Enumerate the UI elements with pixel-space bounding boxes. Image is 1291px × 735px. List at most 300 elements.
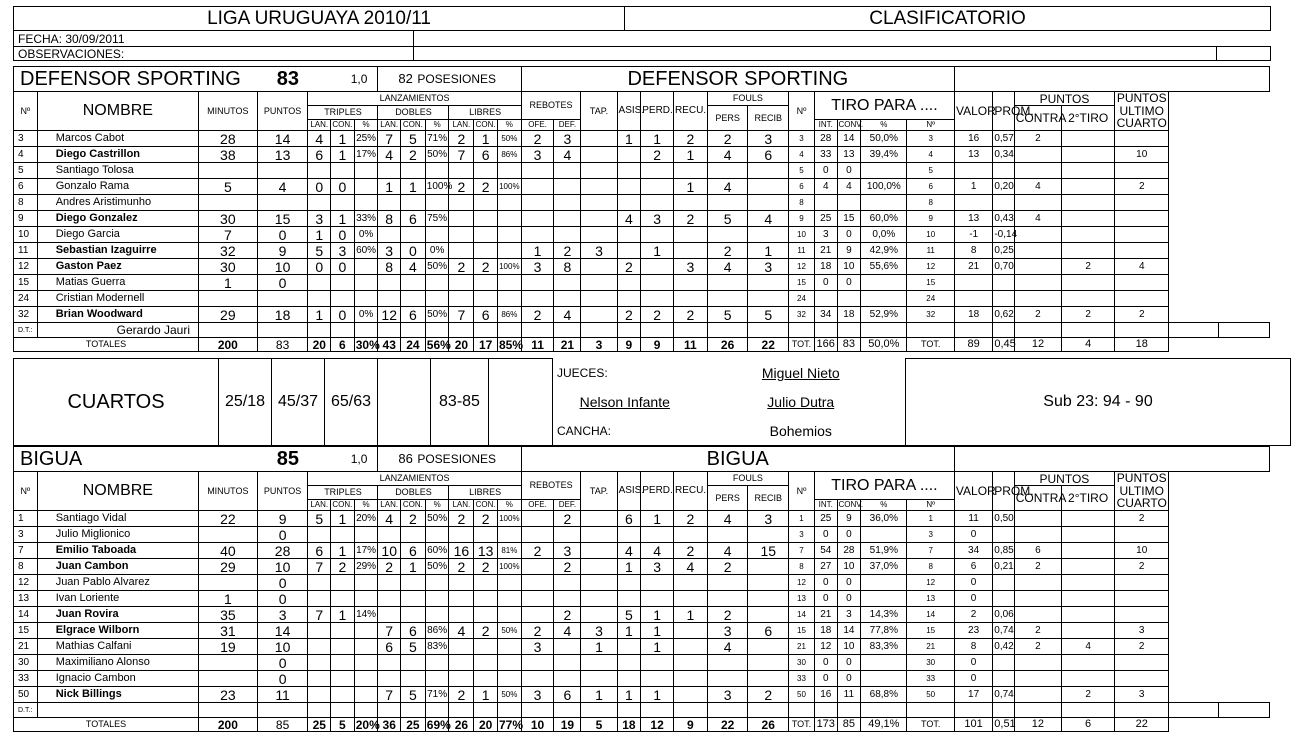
name-cell: Andres Aristimunho bbox=[37, 195, 198, 211]
recu-cell: 4 bbox=[673, 559, 707, 575]
l-pct-cell: 100% bbox=[497, 559, 521, 575]
ofe-cell: OFE. bbox=[521, 500, 554, 511]
ofe-cell bbox=[521, 671, 554, 687]
con-cell: CON. bbox=[475, 500, 496, 509]
prom-cell: PROM. bbox=[993, 92, 1014, 131]
tpct-cell: 100,0% bbox=[861, 179, 907, 195]
tiro-para-cell: TIRO PARA .... bbox=[814, 92, 954, 120]
t-con-cell: 2 bbox=[331, 559, 355, 575]
totales-cell: TOTALES bbox=[14, 718, 199, 732]
d-pct-cell: 71% bbox=[425, 687, 449, 703]
min-cell: 30 bbox=[199, 259, 258, 275]
int-cell: 0 bbox=[814, 527, 837, 543]
segtiro-cell bbox=[1062, 163, 1115, 179]
no-cell: 15 bbox=[14, 623, 38, 639]
recib-cell: 4 bbox=[748, 211, 789, 227]
l-pct-cell: 85% bbox=[498, 337, 524, 352]
d-lan-cell bbox=[378, 291, 401, 307]
no3-cell: 21 bbox=[907, 639, 954, 655]
ofe-cell: 2 bbox=[521, 307, 554, 323]
coach-cell bbox=[37, 703, 198, 718]
rebotes-cell: REBOTES bbox=[521, 92, 581, 120]
valor-cell: 6 bbox=[954, 559, 992, 575]
ofe-cell: 10 bbox=[521, 718, 554, 732]
int-cell: 33 bbox=[814, 147, 837, 163]
cuartos-label-cell: CUARTOS bbox=[14, 359, 219, 446]
t-lan-cell: 5 bbox=[308, 511, 331, 527]
recib-cell: 2 bbox=[748, 687, 789, 703]
int-cell: 28 bbox=[814, 131, 837, 147]
l-con-cell bbox=[474, 639, 498, 655]
tpct-cell: 39,4% bbox=[861, 147, 907, 163]
pers-cell bbox=[707, 291, 748, 307]
player-row bbox=[14, 243, 1270, 259]
rebotes-cell: REBOTES bbox=[521, 472, 581, 500]
d-lan-cell bbox=[378, 575, 401, 591]
d-lan-cell: 12 bbox=[378, 307, 401, 323]
def-cell: 2 bbox=[554, 559, 581, 575]
segtiro-cell bbox=[1062, 671, 1115, 687]
l-con-cell: 6 bbox=[474, 307, 498, 323]
d-con-cell bbox=[400, 163, 425, 179]
t-lan-cell: 4 bbox=[308, 131, 331, 147]
def-cell bbox=[554, 163, 581, 179]
totals-row bbox=[14, 718, 1270, 732]
4-cell: 83-85 bbox=[431, 359, 489, 446]
perd-cell: 3 bbox=[641, 559, 674, 575]
no3-cell: 15 bbox=[907, 623, 954, 639]
no-cell: 4 bbox=[14, 147, 38, 163]
pers-cell: 2 bbox=[707, 131, 748, 147]
conv-cell: CONV. bbox=[838, 500, 864, 509]
no2-cell: 4 bbox=[789, 147, 815, 163]
name-cell: BIGUA bbox=[521, 447, 954, 472]
tpct-cell: 36,0% bbox=[861, 511, 907, 527]
d-lan-cell bbox=[378, 163, 401, 179]
lan-cell: LAN. bbox=[449, 500, 474, 511]
no2-cell: 10 bbox=[789, 227, 815, 243]
totales-cell: TOTALES bbox=[14, 338, 199, 352]
no-cell: 13 bbox=[14, 591, 38, 607]
d-con-cell: 6 bbox=[400, 543, 425, 559]
int-cell: 0 bbox=[814, 275, 837, 291]
contra-cell bbox=[1014, 527, 1061, 543]
contra-cell bbox=[1014, 259, 1061, 275]
tap-cell: 1 bbox=[581, 639, 617, 655]
l-pct-cell: 50% bbox=[497, 623, 521, 639]
t-lan-cell: 3 bbox=[308, 211, 331, 227]
asis-cell: 9 bbox=[617, 338, 641, 352]
contra-cell bbox=[1014, 195, 1061, 211]
d-lan-cell bbox=[378, 655, 401, 671]
minutos-cell: MINUTOS bbox=[199, 472, 258, 511]
tap-cell bbox=[581, 671, 617, 687]
segtiro-cell: 4 bbox=[1062, 639, 1115, 655]
no3-cell: 3 bbox=[907, 527, 954, 543]
contra-cell: 2 bbox=[1014, 131, 1061, 147]
recib-cell: RECIB bbox=[748, 486, 789, 511]
segundo-tiro-cell: 2°TIRO bbox=[1062, 106, 1115, 131]
d-lan-cell: 4 bbox=[378, 147, 401, 163]
d-con-cell bbox=[400, 291, 425, 307]
pers-cell: 5 bbox=[707, 307, 748, 323]
t-lan-cell bbox=[308, 671, 331, 687]
l-con-cell bbox=[474, 575, 498, 591]
l-lan-cell: 26 bbox=[449, 718, 474, 732]
d-lan-cell: 3 bbox=[378, 243, 401, 259]
name-cell: Gaston Paez bbox=[37, 259, 198, 275]
segtiro-cell bbox=[1062, 511, 1115, 527]
t-pct-cell bbox=[354, 275, 378, 291]
no-cell: 50 bbox=[14, 687, 38, 703]
t-pct-cell bbox=[354, 655, 378, 671]
pct-cell: % bbox=[425, 120, 449, 131]
l-lan-cell: 2 bbox=[449, 131, 474, 147]
l-lan-cell bbox=[449, 275, 474, 291]
prom-cell: 0,70 bbox=[993, 259, 1014, 275]
no-cell: 8 bbox=[14, 195, 38, 211]
d-con-cell: 24 bbox=[400, 338, 425, 352]
ultimo-cell: 3 bbox=[1115, 687, 1169, 703]
t-pct-cell bbox=[354, 591, 378, 607]
t-con-cell bbox=[331, 655, 355, 671]
recib-cell: 1 bbox=[748, 243, 789, 259]
prom-cell bbox=[993, 671, 1014, 687]
recu-cell: 2 bbox=[673, 511, 707, 527]
l-lan-cell bbox=[449, 527, 474, 543]
name-cell: Juan Rovira bbox=[37, 607, 198, 623]
date-cell: FECHA: 30/09/2011 bbox=[14, 31, 414, 47]
t-lan-cell bbox=[308, 195, 331, 211]
name-cell: Emilio Taboada bbox=[37, 543, 198, 559]
valor-cell bbox=[954, 275, 992, 291]
no3-cell: 1 bbox=[907, 511, 954, 527]
d-pct-cell: 0% bbox=[425, 243, 449, 259]
min-cell bbox=[199, 527, 258, 543]
t-pct-cell: 29% bbox=[354, 559, 378, 575]
player-row bbox=[14, 607, 1270, 623]
perd-cell bbox=[641, 275, 674, 291]
prom-cell: 0,21 bbox=[993, 559, 1014, 575]
l-con-cell: 13 bbox=[474, 543, 498, 559]
lan-cell: LAN. bbox=[308, 500, 331, 511]
prom-cell bbox=[993, 195, 1014, 211]
no3-cell: 10 bbox=[907, 227, 955, 243]
t-con-cell: 1 bbox=[331, 543, 355, 559]
l-pct-cell bbox=[497, 575, 521, 591]
tap-cell bbox=[581, 511, 617, 527]
recu-cell: 1 bbox=[673, 179, 707, 195]
dt-cell: D.T.: bbox=[14, 703, 38, 718]
asis-cell bbox=[617, 227, 641, 243]
no2-cell: 32 bbox=[789, 307, 815, 323]
name-cell: Santiago Vidal bbox=[37, 511, 198, 527]
min-cell: 5 bbox=[199, 179, 258, 195]
nro-cell: Nº bbox=[14, 472, 38, 511]
d-lan-cell: 6 bbox=[378, 639, 401, 655]
d-con-cell bbox=[400, 275, 425, 291]
d-con-cell: 5 bbox=[400, 687, 425, 703]
t-con-cell bbox=[331, 687, 355, 703]
segtiro-cell bbox=[1062, 655, 1115, 671]
t-pct-cell: 17% bbox=[354, 543, 378, 559]
player-row bbox=[14, 131, 1270, 147]
perd-cell: 2 bbox=[641, 147, 674, 163]
conv-cell: 14 bbox=[837, 623, 861, 639]
d-pct-cell bbox=[425, 163, 449, 179]
no3-cell: 7 bbox=[907, 543, 954, 559]
segtiro-cell bbox=[1062, 131, 1115, 147]
d-con-cell: 5 bbox=[400, 131, 425, 147]
l-pct-cell bbox=[497, 211, 521, 227]
tpct-cell bbox=[861, 527, 907, 543]
t-lan-cell bbox=[308, 163, 331, 179]
contra-cell: 4 bbox=[1014, 211, 1061, 227]
tap-cell bbox=[581, 307, 617, 323]
player-row bbox=[14, 559, 1270, 575]
player-row bbox=[14, 591, 1270, 607]
t-con-cell: 1 bbox=[331, 607, 355, 623]
perd-cell: 1 bbox=[641, 243, 674, 259]
contra-cell: 2 bbox=[1014, 623, 1061, 639]
asis-cell bbox=[617, 291, 641, 307]
player-row bbox=[14, 147, 1270, 163]
jueces-label-cell: JUECES: bbox=[553, 359, 697, 388]
recib-cell bbox=[748, 607, 789, 623]
valor-cell: 16 bbox=[954, 131, 992, 147]
no3-cell: 3 bbox=[907, 131, 955, 147]
d-lan-cell bbox=[378, 591, 401, 607]
tap-cell bbox=[581, 655, 617, 671]
pers-cell: 4 bbox=[707, 639, 748, 655]
conv-cell: 11 bbox=[837, 687, 861, 703]
l-lan-cell bbox=[449, 671, 474, 687]
perd-cell bbox=[641, 655, 674, 671]
valor-cell: 21 bbox=[954, 259, 992, 275]
no-cell: 8 bbox=[14, 559, 38, 575]
ultimo-cell: 2 bbox=[1115, 307, 1169, 323]
contra-cell: 4 bbox=[1014, 179, 1061, 195]
puntos-cell: PUNTOS bbox=[257, 92, 308, 131]
pers-cell bbox=[707, 527, 748, 543]
t-con-cell: 0 bbox=[331, 227, 355, 243]
segtiro-cell bbox=[1062, 623, 1115, 639]
conv-cell: CONV. bbox=[838, 120, 864, 129]
no3-cell: 11 bbox=[907, 243, 955, 259]
nro-cell: Nº bbox=[907, 120, 955, 131]
def-cell: 2 bbox=[554, 511, 581, 527]
name-cell: Santiago Tolosa bbox=[37, 163, 198, 179]
perd-cell: 1 bbox=[641, 607, 674, 623]
l-lan-cell bbox=[449, 575, 474, 591]
no2-cell: 13 bbox=[789, 591, 815, 607]
l-lan-cell: 7 bbox=[449, 147, 474, 163]
tap-cell bbox=[581, 211, 617, 227]
l-lan-cell: 2 bbox=[449, 559, 474, 575]
l-con-cell bbox=[474, 671, 498, 687]
header-table bbox=[13, 6, 1271, 61]
1-cell: Nelson Infante bbox=[553, 388, 697, 417]
min-cell: 1 bbox=[199, 591, 258, 607]
ofe-cell: 2 bbox=[521, 623, 554, 639]
name-cell: Marcos Cabot bbox=[37, 131, 198, 147]
player-row bbox=[14, 511, 1270, 527]
recib-cell bbox=[748, 163, 789, 179]
valor-cell bbox=[954, 195, 992, 211]
asis-cell: 6 bbox=[617, 511, 641, 527]
l-con-cell bbox=[474, 607, 498, 623]
recu-cell: 1 bbox=[673, 147, 707, 163]
recib-cell bbox=[748, 291, 789, 307]
recu-cell bbox=[673, 243, 707, 259]
d-con-cell: 0 bbox=[400, 243, 425, 259]
l-pct-cell bbox=[497, 275, 521, 291]
d-pct-cell: 69% bbox=[426, 717, 451, 732]
pts-cell: 0 bbox=[257, 227, 308, 243]
valor-cell: 8 bbox=[954, 243, 992, 259]
t-con-cell bbox=[331, 527, 355, 543]
t-con-cell: 0 bbox=[331, 179, 355, 195]
pts-cell: 10 bbox=[257, 639, 308, 655]
nro-cell: Nº bbox=[907, 500, 954, 511]
prom-cell: 0,20 bbox=[993, 179, 1014, 195]
t-pct-cell: 33% bbox=[354, 211, 378, 227]
perd-cell: 1 bbox=[641, 623, 674, 639]
no3-cell: 6 bbox=[907, 179, 955, 195]
d-pct-cell: 75% bbox=[425, 211, 449, 227]
segtiro-cell: 2 bbox=[1062, 307, 1115, 323]
ofe-cell bbox=[521, 163, 554, 179]
perd-cell bbox=[641, 671, 674, 687]
t-pct-cell: 30% bbox=[355, 337, 380, 352]
tap-cell bbox=[581, 559, 617, 575]
name-cell: Diego Castrillon bbox=[37, 147, 198, 163]
valor-cell: 2 bbox=[954, 607, 992, 623]
def-cell: 8 bbox=[554, 259, 581, 275]
l-lan-cell: 4 bbox=[449, 623, 474, 639]
conv-cell bbox=[837, 291, 861, 307]
def-cell bbox=[554, 655, 581, 671]
int-cell: 173 bbox=[814, 718, 837, 732]
l-con-cell bbox=[474, 163, 498, 179]
possessions-cell bbox=[378, 67, 521, 92]
no3-cell: 8 bbox=[907, 195, 955, 211]
min-cell: 7 bbox=[199, 227, 258, 243]
triples-cell: TRIPLES bbox=[308, 106, 378, 120]
tot-cell: TOT. bbox=[907, 718, 954, 732]
min-cell: 29 bbox=[199, 307, 258, 323]
segtiro-cell bbox=[1062, 211, 1115, 227]
d-con-cell: 5 bbox=[400, 639, 425, 655]
conv-cell: 3 bbox=[837, 607, 861, 623]
team-table-bigua bbox=[13, 446, 1270, 732]
contra-cell bbox=[1014, 511, 1061, 527]
t-pct-cell bbox=[354, 195, 378, 211]
ofe-cell: 1 bbox=[521, 243, 554, 259]
t-pct-cell: 17% bbox=[354, 147, 378, 163]
recib-cell: 3 bbox=[748, 511, 789, 527]
no2-cell: 9 bbox=[789, 211, 815, 227]
t-con-cell bbox=[331, 275, 355, 291]
perd-cell: 4 bbox=[641, 543, 674, 559]
pts-cell bbox=[257, 163, 308, 179]
player-row bbox=[14, 211, 1270, 227]
nombre-cell: NOMBRE bbox=[37, 92, 198, 131]
d-con-cell bbox=[400, 671, 425, 687]
contra-cell: 12 bbox=[1014, 338, 1061, 352]
valor-cell: 0 bbox=[954, 655, 992, 671]
d-lan-cell: 10 bbox=[378, 543, 401, 559]
ofe-cell bbox=[521, 559, 554, 575]
recib-cell: 22 bbox=[748, 338, 789, 352]
ultimo-cell: 2 bbox=[1115, 511, 1169, 527]
no2-cell: 6 bbox=[789, 179, 815, 195]
name-cell: Julio Miglionico bbox=[37, 527, 198, 543]
prom-cell: 0,57 bbox=[993, 131, 1014, 147]
ultimo-cell bbox=[1115, 275, 1169, 291]
pers-cell: 2 bbox=[707, 607, 748, 623]
con-cell: CON. bbox=[400, 120, 425, 131]
tpct-cell: 60,0% bbox=[861, 211, 907, 227]
valor-cell: 89 bbox=[954, 338, 992, 352]
tpct-cell: 83,3% bbox=[861, 639, 907, 655]
segtiro-cell bbox=[1062, 527, 1115, 543]
contra-cell: 2 bbox=[1014, 559, 1061, 575]
pts-cell: 15 bbox=[257, 211, 308, 227]
asis-cell bbox=[617, 671, 641, 687]
no-cell: 9 bbox=[14, 211, 38, 227]
t-con-cell bbox=[331, 639, 355, 655]
prom-cell bbox=[993, 575, 1014, 591]
t-lan-cell bbox=[308, 575, 331, 591]
contra-cell bbox=[1014, 275, 1061, 291]
perd-cell bbox=[641, 575, 674, 591]
tap-cell: 3 bbox=[581, 623, 617, 639]
no2-cell: 8 bbox=[789, 559, 815, 575]
cancha-label-cell: CANCHA: bbox=[553, 417, 697, 446]
pts-cell: 14 bbox=[257, 131, 308, 147]
pers-cell bbox=[707, 227, 748, 243]
def-cell bbox=[554, 575, 581, 591]
tap-cell bbox=[581, 575, 617, 591]
l-lan-cell bbox=[449, 163, 474, 179]
l-pct-cell: 100% bbox=[497, 259, 521, 275]
valor-cell: VALOR bbox=[954, 472, 992, 511]
pts-cell bbox=[257, 195, 308, 211]
l-pct-cell bbox=[497, 291, 521, 307]
name-cell: Nick Billings bbox=[37, 687, 198, 703]
team-score: 85 bbox=[276, 448, 299, 470]
contra-cell bbox=[1014, 243, 1061, 259]
pct-cell: % bbox=[497, 120, 521, 131]
recu-cell: 9 bbox=[673, 718, 707, 732]
d-pct-cell: 100% bbox=[425, 179, 449, 195]
player-row bbox=[14, 623, 1270, 639]
valor-cell: -1 bbox=[954, 227, 992, 243]
player-row bbox=[14, 307, 1270, 323]
conv-cell: 0 bbox=[837, 575, 861, 591]
name-cell: Mathias Calfani bbox=[37, 639, 198, 655]
name-cell: Maximiliano Alonso bbox=[37, 655, 198, 671]
no3-cell: 4 bbox=[907, 147, 955, 163]
d-pct-cell bbox=[425, 291, 449, 307]
no2-cell: 7 bbox=[789, 543, 815, 559]
pers-cell bbox=[707, 275, 748, 291]
ultimo-cell: 3 bbox=[1115, 623, 1169, 639]
asis-cell: 1 bbox=[617, 687, 641, 703]
player-row bbox=[14, 275, 1270, 291]
no3-cell: 12 bbox=[907, 259, 955, 275]
